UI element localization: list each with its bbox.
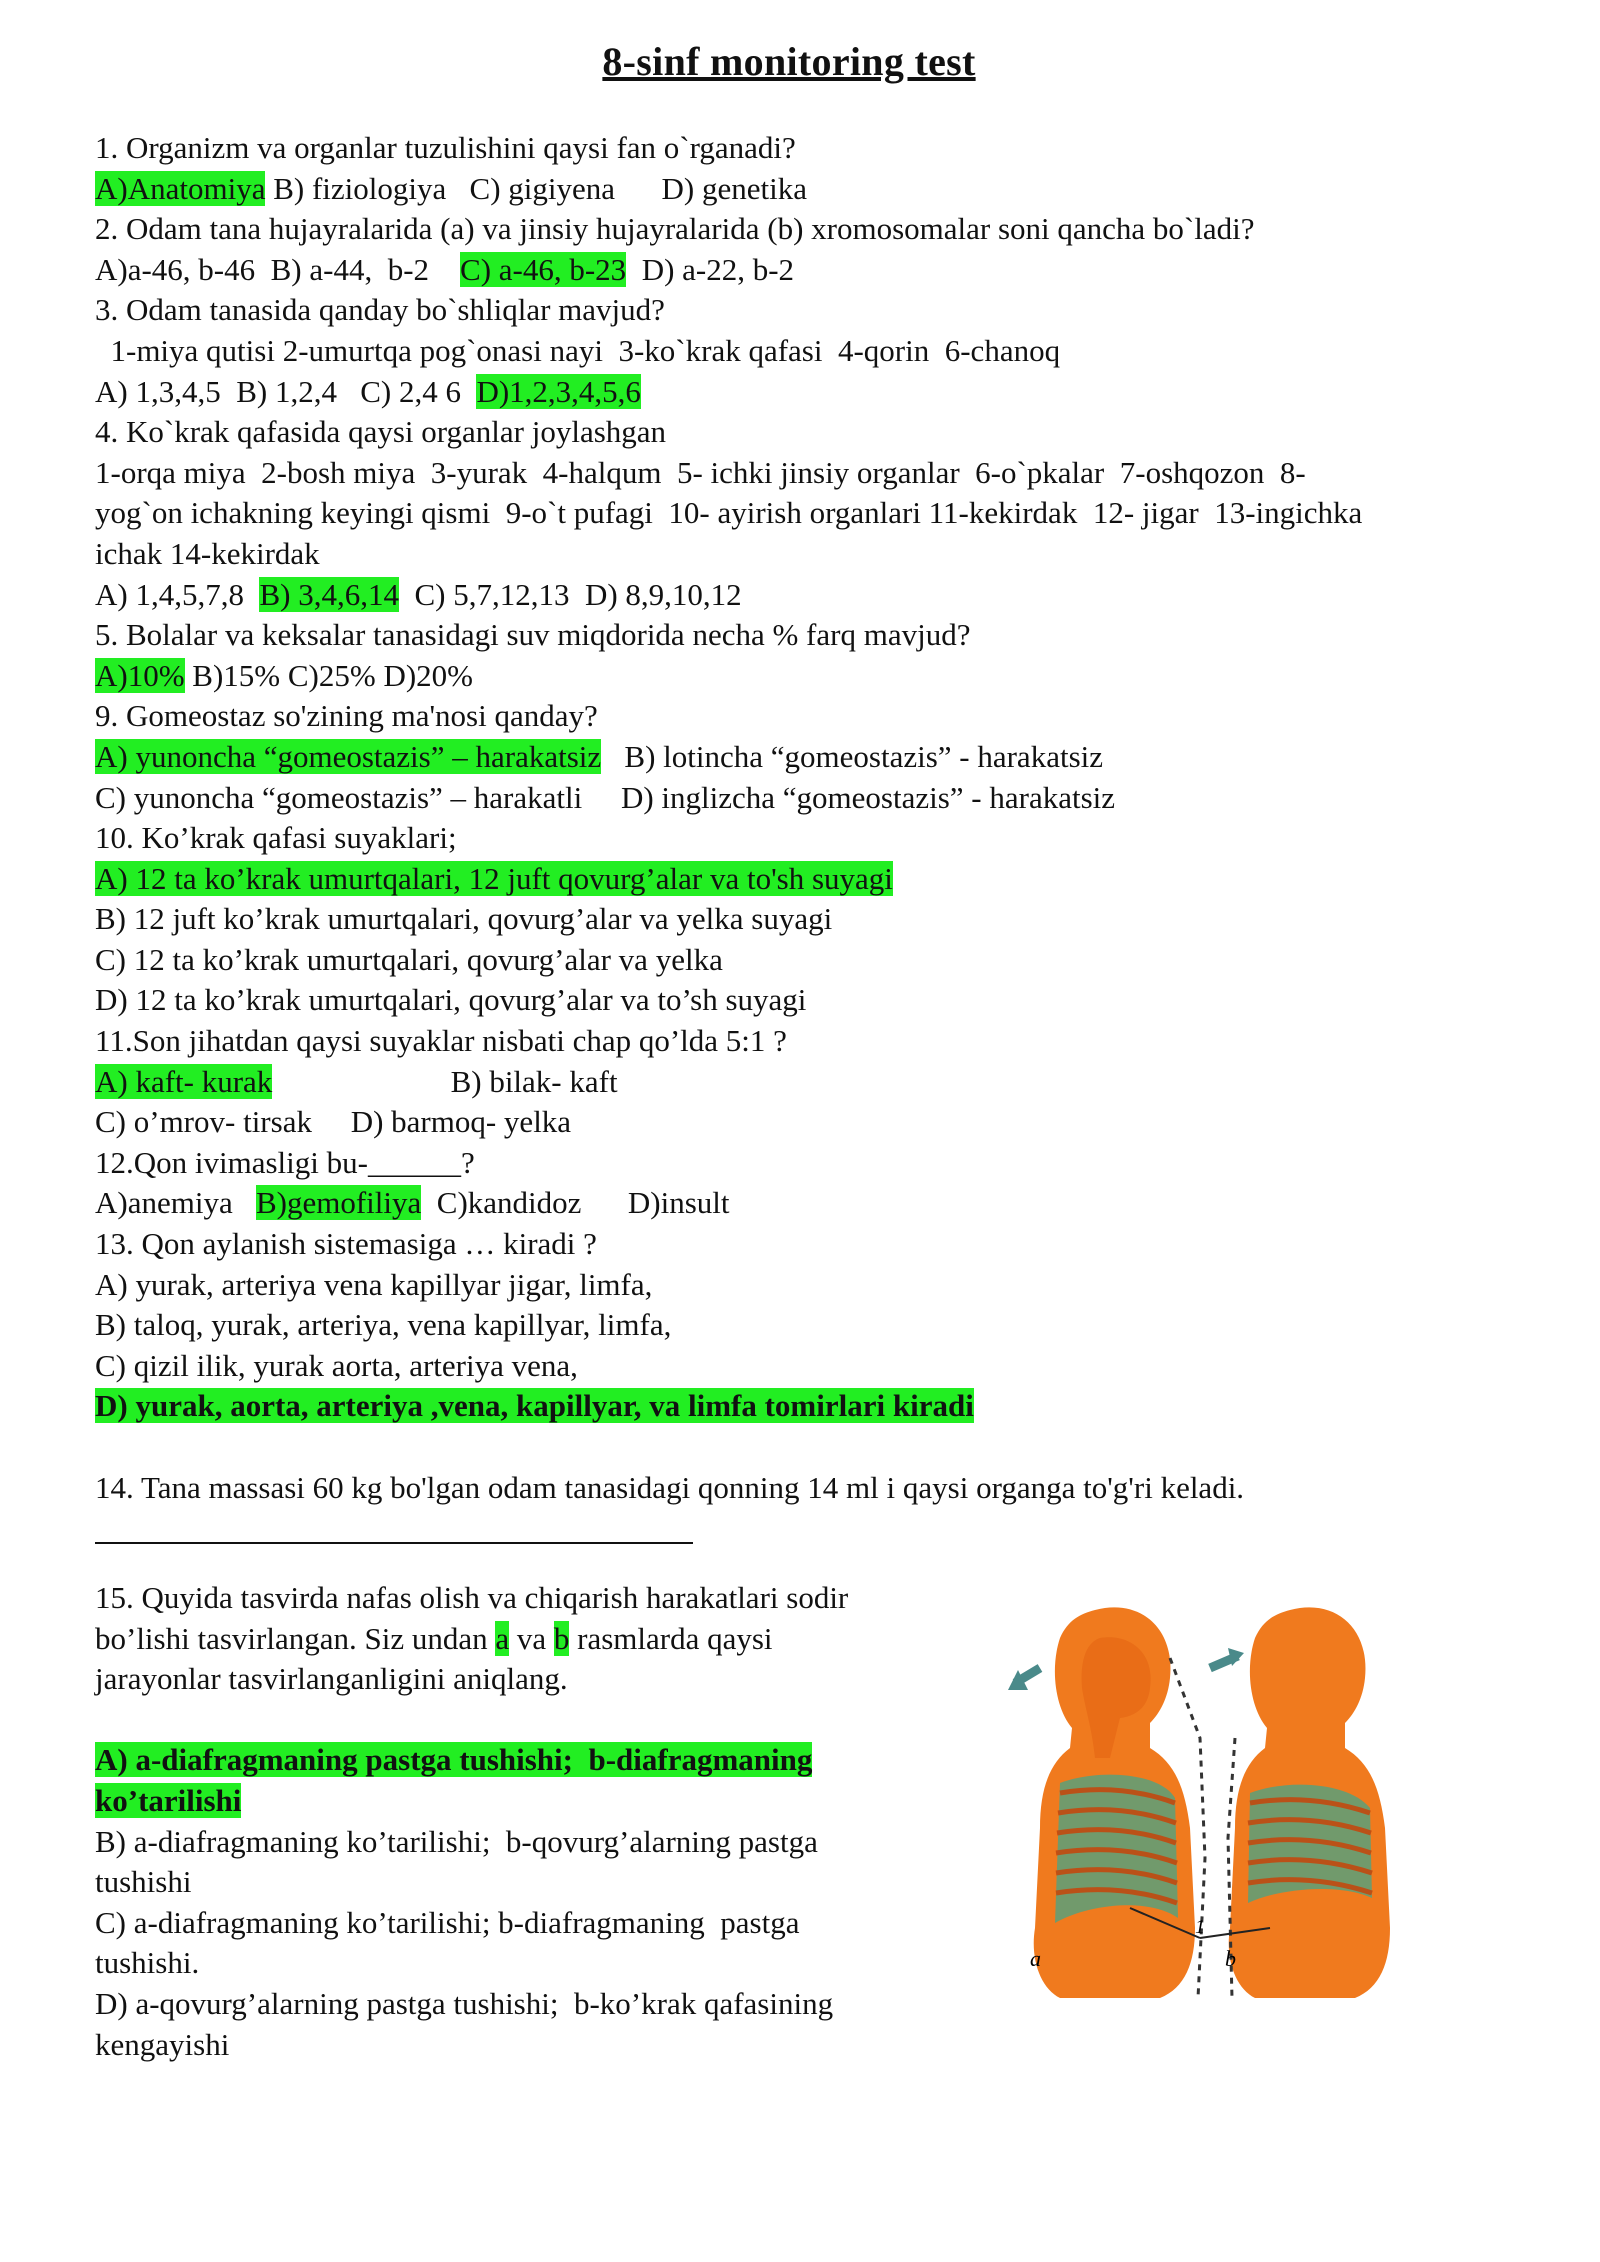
page-title: 8-sinf monitoring test [602, 39, 976, 84]
question-3-list [95, 331, 1565, 372]
question-15 [95, 1578, 975, 2065]
question-4-list-3 [95, 534, 1565, 575]
other-answers: tushishi. [95, 1945, 200, 1981]
question-4-list-2 [95, 493, 1565, 534]
question-text: 2. Odam tana hujayralarida (a) va jinsiy hujayralarida (b) xromosomalar soni qancha bo`ladi? [95, 211, 1255, 247]
answer-15-b-1 [95, 1822, 975, 1863]
answer-15-d-2 [95, 2025, 975, 2066]
question-text-3 [95, 1659, 975, 1700]
question-text: 3. Odam tanasida qanday bo`shliqlar mavjud? [95, 292, 665, 328]
question-text: 9. Gomeostaz so'zining ma'nosi qanday? [95, 698, 598, 734]
answer-15-a-1 [95, 1740, 975, 1781]
correct-answer: A)Anatomiya [95, 170, 266, 206]
other-answers: D) a-22, b-2 [626, 251, 795, 287]
question-5 [95, 615, 1565, 656]
question-text: bo’lishi tasvirlangan. Siz undan [95, 1620, 496, 1656]
other-answers: A) 1,4,5,7,8 [95, 576, 260, 612]
other-answers: B) bilak- kaft [272, 1063, 618, 1099]
question-1 [95, 128, 1565, 169]
question-text: 12.Qon ivimasligi bu-______? [95, 1144, 475, 1180]
question-4 [95, 412, 1565, 453]
question-9 [95, 696, 1565, 737]
other-answers: C)kandidoz D)insult [421, 1185, 730, 1221]
other-answers: D) 12 ta ko’krak umurtqalari, qovurg’alar va to’sh suyagi [95, 982, 807, 1018]
question-text-1 [95, 1578, 975, 1619]
question-10 [95, 818, 1565, 859]
question-13 [95, 1224, 1565, 1265]
correct-answer: D) yurak, aorta, arteriya ,vena, kapillyar, va limfa tomirlari kiradi [95, 1388, 974, 1424]
question-text: 10. Ko’krak qafasi suyaklari; [95, 820, 457, 856]
answer-10-a [95, 859, 1565, 900]
correct-answer: B) 3,4,6,14 [259, 576, 399, 612]
answer-15-c-1 [95, 1903, 975, 1944]
correct-answer: A)10% [95, 657, 185, 693]
other-answers: B) taloq, yurak, arteriya, vena kapillyar, limfa, [95, 1307, 672, 1343]
question-text: 14. Tana massasi 60 kg bo'lgan odam tanasidagi qonning 14 ml i qaysi organga to'g'ri keladi. [95, 1469, 1245, 1505]
question-text: jarayonlar tasvirlanganligini aniqlang. [95, 1661, 568, 1697]
highlight-b: b [553, 1620, 570, 1656]
correct-answer: A) kaft- kurak [95, 1063, 273, 1099]
answer-10-d [95, 980, 1565, 1021]
other-answers: A) yurak, arteriya vena kapillyar jigar, limfa, [95, 1266, 653, 1302]
answer-15-d-1 [95, 1984, 975, 2025]
question-text: 13. Qon aylanish sistemasiga … kiradi ? [95, 1226, 597, 1262]
other-answers: B)15% C)25% D)20% [184, 657, 473, 693]
other-answers: A) 1,3,4,5 B) 1,2,4 C) 2,4 6 [95, 373, 477, 409]
other-answers: kengayishi [95, 2026, 230, 2062]
question-text-2 [95, 1619, 975, 1660]
other-answers: tushishi [95, 1864, 192, 1900]
other-answers: C) yunoncha “gomeostazis” – harakatli D) inglizcha “gomeostazis” - harakatsiz [95, 779, 1116, 815]
options-list: yog`on ichakning keyingi qismi 9-o`t pufagi 10- ayirish organlari 11-kekirdak 12- jigar 13-ingichka [95, 495, 1363, 531]
answer-13-a [95, 1265, 1565, 1306]
question-text: 5. Bolalar va keksalar tanasidagi suv miqdorida necha % farq mavjud? [95, 617, 971, 653]
question-text: 1. Organizm va organlar tuzulishini qaysi fan o`rganadi? [95, 130, 796, 165]
other-answers: C) o’mrov- tirsak D) barmoq- yelka [95, 1104, 572, 1140]
answers-9-cd [95, 778, 1565, 819]
breathing-diagram [1000, 1598, 1400, 2018]
correct-answer: D)1,2,3,4,5,6 [476, 373, 641, 409]
other-answers: C) a-diafragmaning ko’tarilishi; b-diafragmaning pastga [95, 1904, 800, 1940]
options-list: 1-miya qutisi 2-umurtqa pog`onasi nayi 3-ko`krak qafasi 4-qorin 6-chanoq [95, 332, 1061, 368]
other-answers: B) fiziologiya C) gigiyena D) genetika [265, 170, 807, 206]
other-answers: C) 12 ta ko’krak umurtqalari, qovurg’alar va yelka [95, 941, 723, 977]
correct-answer: C) a-46, b-23 [460, 251, 627, 287]
answers-4 [95, 575, 1565, 616]
correct-answer: ko’tarilishi [95, 1782, 242, 1818]
other-answers: B) 12 juft ko’krak umurtqalari, qovurg’alar va yelka suyagi [95, 901, 833, 937]
answer-13-b [95, 1305, 1565, 1346]
answer-13-d [95, 1386, 1565, 1427]
answers-9-ab [95, 737, 1565, 778]
answers-1 [95, 169, 1565, 210]
questions-block [95, 128, 1565, 1583]
answer-15-c-2 [95, 1943, 975, 1984]
torso-figure-b [1210, 1607, 1390, 1998]
options-list: ichak 14-kekirdak [95, 535, 320, 571]
highlight-a: a [495, 1620, 510, 1656]
question-2 [95, 209, 1565, 250]
answers-2 [95, 250, 1565, 291]
answers-5 [95, 656, 1565, 697]
other-answers: A)a-46, b-46 B) a-44, b-2 [95, 251, 461, 287]
spacer [95, 1427, 1565, 1468]
label-a: a [1030, 1946, 1041, 1971]
correct-answer: A) a-diafragmaning pastga tushishi; b-diafragmaning [95, 1742, 813, 1778]
answer-rule [95, 1542, 693, 1544]
answers-11-ab [95, 1062, 1565, 1103]
correct-answer: B)gemofiliya [255, 1185, 422, 1221]
other-answers: B) lotincha “gomeostazis” - harakatsiz [601, 738, 1103, 774]
question-text: 11.Son jihatdan qaysi suyaklar nisbati chap qo’lda 5:1 ? [95, 1023, 787, 1059]
answer-10-c [95, 940, 1565, 981]
answer-15-b-2 [95, 1862, 975, 1903]
correct-answer: A) yunoncha “gomeostazis” – harakatsiz [95, 738, 602, 774]
answers-3 [95, 372, 1565, 413]
question-4-list-1 [95, 453, 1565, 494]
answers-12 [95, 1183, 1565, 1224]
answer-15-a-2 [95, 1781, 975, 1822]
label-b: b [1225, 1946, 1236, 1971]
other-answers: B) a-diafragmaning ko’tarilishi; b-qovurg’alarning pastga [95, 1823, 818, 1859]
question-text: 15. Quyida tasvirda nafas olish va chiqarish harakatlari sodir [95, 1580, 849, 1615]
other-answers: C) 5,7,12,13 D) 8,9,10,12 [398, 576, 742, 612]
question-text: 4. Ko`krak qafasida qaysi organlar joylashgan [95, 414, 667, 450]
other-answers: A)anemiya [95, 1185, 256, 1221]
question-11 [95, 1021, 1565, 1062]
spacer [95, 1700, 975, 1741]
answer-10-b [95, 899, 1565, 940]
answer-blank-line [95, 1542, 1565, 1583]
question-text: va [509, 1620, 554, 1656]
question-3 [95, 290, 1565, 331]
answer-13-c [95, 1346, 1565, 1387]
correct-answer: A) 12 ta ko’krak umurtqalari, 12 juft qovurg’alar va to'sh suyagi [95, 860, 893, 896]
label-1: 1 [1195, 1916, 1205, 1938]
question-14 [95, 1468, 1565, 1509]
question-text: rasmlarda qaysi [569, 1620, 773, 1656]
other-answers: C) qizil ilik, yurak aorta, arteriya vena, [95, 1347, 578, 1383]
options-list: 1-orqa miya 2-bosh miya 3-yurak 4-halqum 5- ichki jinsiy organlar 6-o`pkalar 7-oshqozon 8- [95, 454, 1306, 490]
other-answers: D) a-qovurg’alarning pastga tushishi; b-ko’krak qafasining [95, 1985, 834, 2021]
answers-11-cd [95, 1102, 1565, 1143]
question-12 [95, 1143, 1565, 1184]
torso-figure-a [1008, 1607, 1205, 1998]
